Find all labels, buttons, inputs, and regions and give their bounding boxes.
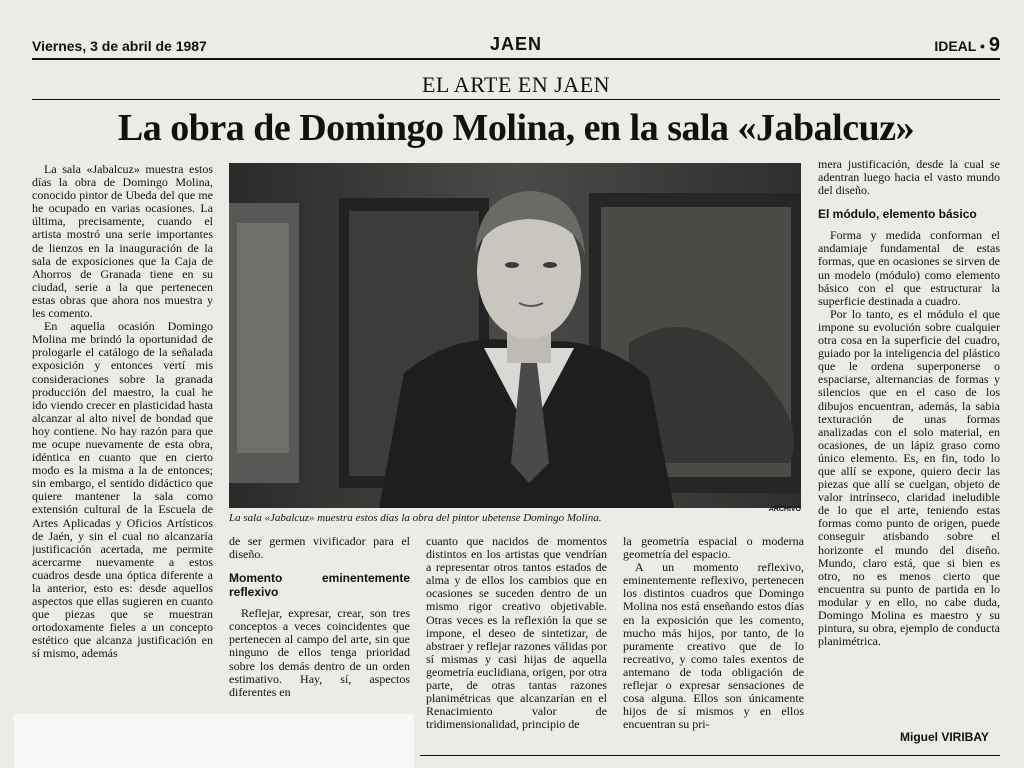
paragraph: A un momento reflexivo, eminentemente reflexivo, pertenecen los distintos cuadros que Domingo Molina nos está enseñando estos días en la exposición que les comento, mucho más hijos, por tanto, de lo puramente creativo que de lo recreativo, y como tales exentos de antemano de toda obligación de reflejar o expresar sensaciones de cosa alguna. Ellos son únicamente hijos de sí mismos y en ellos encuentran su pri- — [623, 560, 804, 732]
paragraph: la geometría espacial o moderna geometría del espacio. — [623, 535, 804, 562]
paragraph: En aquella ocasión Domingo Molina me brindó la oportunidad de prologarle el catálogo de la señalada exposición y entonces vertí mis consideraciones sobre la granada producción del maestro, la cual he ido viendo crecer en plasticidad hasta alcanzar al alto nivel de bondad que hoy contiene. No hay razón para que me ocupe nuevamente de esta obra, idéntica en cuanto que en cierto modo es la misma a la de entonces; sin embargo, el sentido didáctico que quiere mantener la sala como extensión cultural de la Escuela de Artes Aplicadas y Oficios Artísticos de Jaén, y sin el cual no alcanzaría justificación acertada, me permite acercarme nuevamente a estos cuadros desde una óptica diferente a la anterior, esto es: desde aquellos aspectos que ellas sugieren en cuanto que piezas que se muestran ortodoxamente fieles a un concepto estético que alcanza justificación en sí mismo, además — [32, 319, 213, 661]
section-city: JAEN — [489, 34, 542, 54]
column-2 — [229, 535, 410, 711]
paper-title: IDEAL — [934, 38, 977, 54]
paragraph: cuanto que nacidos de momentos distintos en los artistas que vendrían a representar otros tantos estados de alma y de ellos los cambios que en ocasiones se suceden dentro de un mismo rigor creativo objetivable. Otras veces es la reflexión la que se impone, el deseo de sintetizar, de abstraer y reflejar razones válidas por sí mismas y casi hijas de aquella geometría euclidiana, origen, por otra parte, de otras tantas razones planimétricas que alcanzarían en el Renacimiento valor de tridimensionalidad, principio de — [426, 535, 607, 732]
section-heading: EL ARTE EN JAEN — [421, 72, 611, 97]
paragraph: Forma y medida conforman el andamiaje fundamental de estas formas, que en ocasiones se sirven de un modelo (módulo) como elemento básico con el que estructurar la superficie destinada a cuadro. — [818, 228, 1000, 308]
column-5 — [818, 158, 1000, 728]
bullet-icon: • — [979, 38, 985, 54]
portrait-illustration — [229, 163, 801, 508]
article-photo — [229, 163, 801, 508]
paragraph: Por lo tanto, es el módulo el que impone su evolución sobre cualquier otra cosa en la superficie del cuadro, guiado por la inteligencia del plástico que le ordena superponerse o espaciarse, alternancias de formas y silencios que en el caso de los dibujos encuentran, además, la sabia texturación de unas formas analizadas con el solo material, en ocasiones, de un lápiz graso como único elemento. Es, en fin, todo lo que allí se expone, quiero decir las piezas que allí se cuelgan, objeto de valor intrínseco, claridad ineludible de lo que el arte, teniendo estas formas como punto de origen, puede conseguir atisbando sobre el horizonte el mundo del diseño. Mundo, claro está, que si bien es otro, no es menos cierto que encuentra su punto de partida en lo modular y en ello, no cabe duda, Domingo Molina es maestro y su pintura, su obra, ejemplo de conducta planimétrica. — [818, 306, 1000, 649]
column-4 — [623, 535, 804, 745]
paragraph: mera justificación, desde la cual se adentran luego hacia el vasto mundo del diseño. — [818, 158, 1000, 198]
headline: La obra de Domingo Molina, en la sala «Jabalcuz» — [117, 107, 915, 149]
subheading: El módulo, elemento básico — [818, 207, 977, 222]
issue-date: Viernes, 3 de abril de 1987 — [32, 38, 207, 54]
paragraph: La sala «Jabalcuz» muestra estos días la obra de Domingo Molina, conocido pintor de Ubeda del que me he ocupado en varias ocasiones. La última, precisamente, cuando el artista mostró una serie importantes de lienzos en la inauguración de la sala de exposiciones que la Caja de Ahorros de Granada tiene en su ciudad, serie a la que pertenecen estas obras que ahora nos muestra y les comento. — [32, 163, 213, 321]
paper-tear — [14, 714, 414, 768]
masthead-rule — [32, 58, 1000, 60]
caption-text: La sala «Jabalcuz» muestra estos días la obra del pintor ubetense Domingo Molina. — [229, 512, 602, 524]
footer-rule — [420, 755, 1000, 756]
section-rule — [32, 99, 1000, 100]
paper-name — [934, 34, 1000, 57]
column-3 — [426, 535, 607, 745]
subheading: Momento eminentemente reflexivo — [229, 571, 410, 600]
paragraph: Reflejar, expresar, crear, son tres conceptos a veces coincidentes que pertenecen al campo del arte, sin que ninguno de ellos tenga prioridad sobre los demás dentro de un orden estimativo. Hay, sí, aspectos diferentes en — [229, 606, 410, 699]
author-signature: Miguel VIRIBAY — [900, 730, 989, 744]
photo-credit: ARCHIVO — [768, 506, 801, 513]
column-1 — [32, 163, 213, 711]
photo-caption — [229, 506, 801, 524]
page-number: 9 — [988, 34, 1000, 56]
masthead — [32, 34, 1000, 58]
paragraph: de ser germen vivificador para el diseño. — [229, 535, 410, 562]
